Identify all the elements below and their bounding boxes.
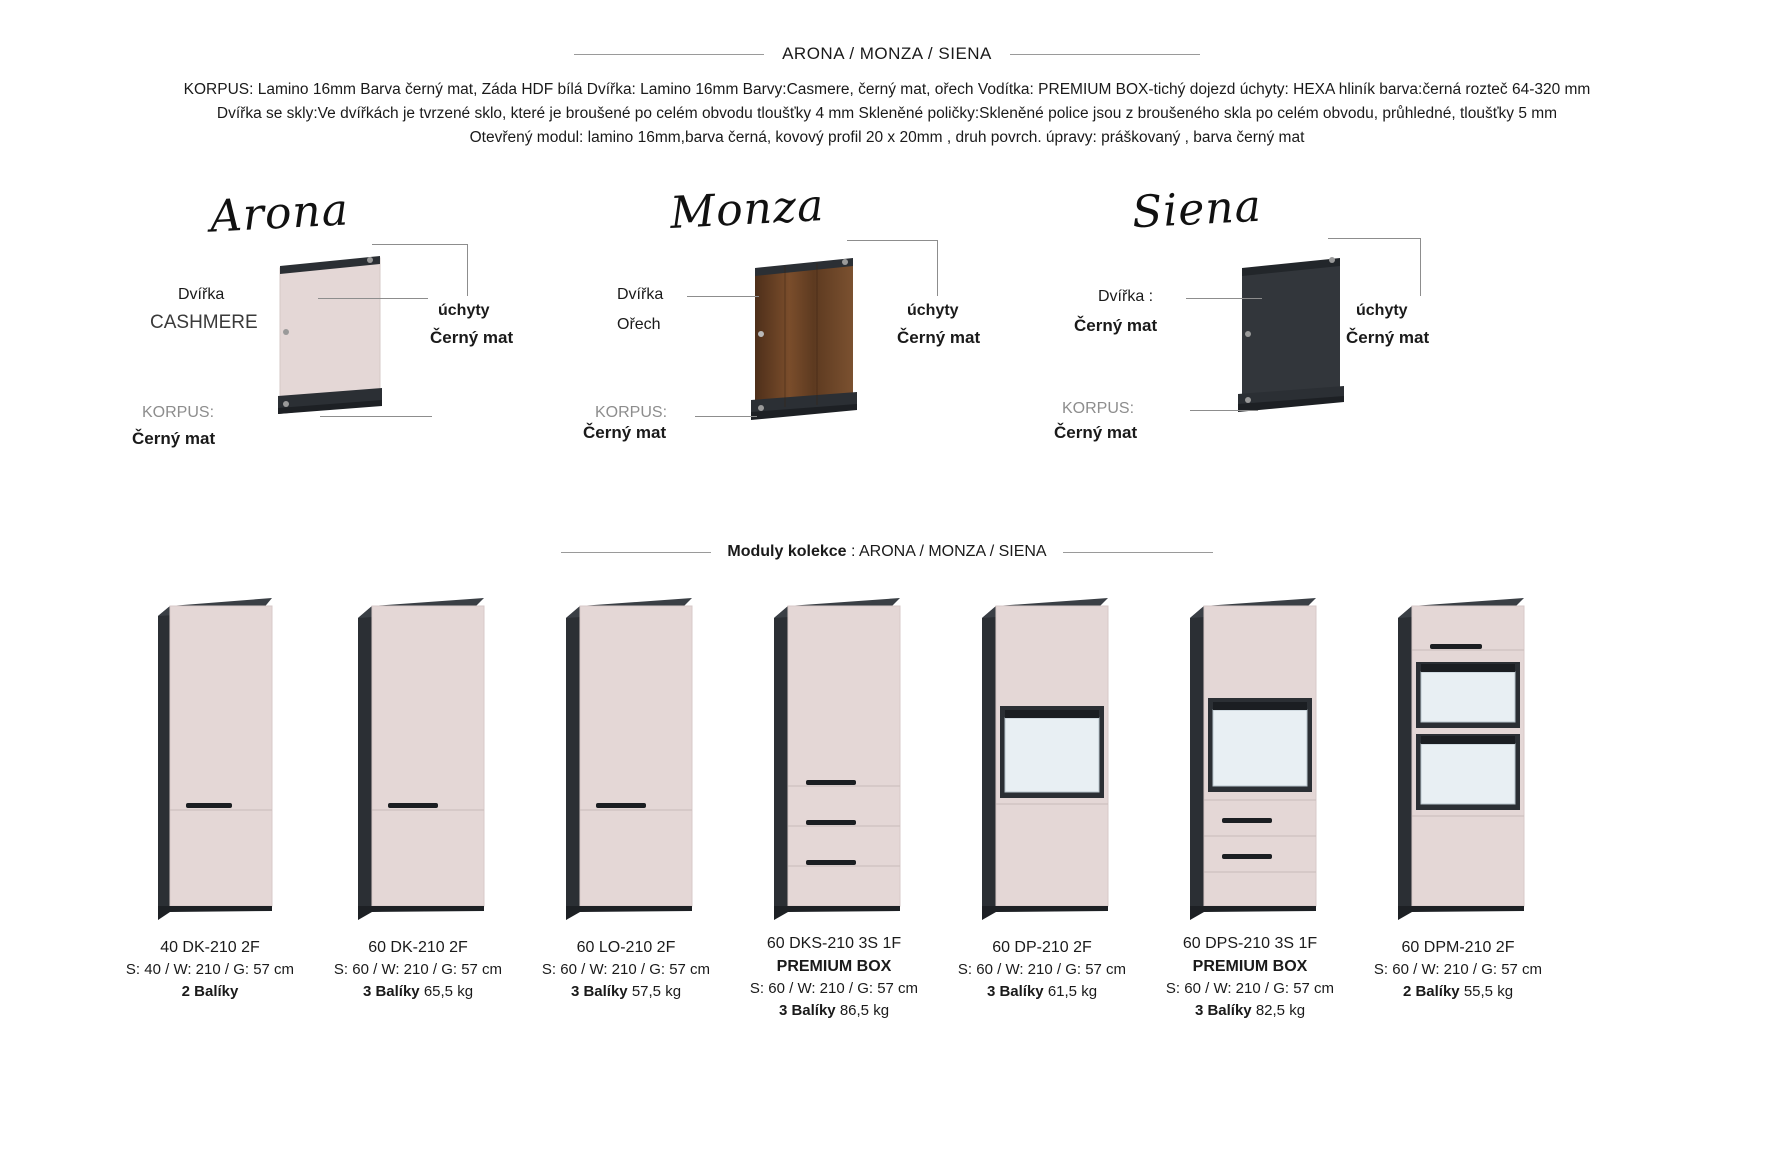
module-card[interactable] [1132,580,1368,1170]
arona-leader-handle-h [372,244,467,245]
arona-corpus-value: Černý mat [132,429,216,448]
module-dims: S: 60 / W: 210 / G: 57 cm [333,961,503,979]
module-weight: 65,5 kg [423,982,474,1000]
finish-siena [1040,178,1560,478]
module-dims: S: 60 / W: 210 / G: 57 cm [749,980,919,998]
module-code-secondary: PREMIUM BOX [776,958,892,976]
module-code: 60 DPM-210 2F [1401,939,1515,956]
module-code: 60 DKS-210 3S 1F [766,935,902,952]
monza-handle-label: úchyty [907,302,959,319]
arona-door-label: Dvířka [178,286,225,303]
siena-corpus-value: Černý mat [1054,423,1138,442]
finish-arona [90,178,610,478]
module-packs: 2 Balíky [1402,982,1460,1000]
module-weight: 57,5 kg [631,982,682,1000]
module-code: 60 DK-210 2F [368,939,468,956]
module-weight: 82,5 kg [1255,1002,1306,1020]
monza-leader-handle-v [937,240,938,296]
module-dims: S: 40 / W: 210 / G: 57 cm [125,961,295,979]
modules-rule-right [1063,552,1213,553]
spec-line-2: Dvířka se skly:Ve dvířkách je tvrzené sklo, které je broušené po celém obvodu tloušťky 4 mm Skleněné poličky:Skleněné police jsou z broušeného skla po celém obvodu, průhledné, tloušťky 5 mm [216,105,1558,123]
siena-leader-door [1186,298,1262,299]
module-illustration-60-dps-210 [1160,588,1340,928]
monza-door-label: Dvířka [617,286,664,303]
finish-name-siena: Siena [1130,180,1264,239]
module-dims: S: 60 / W: 210 / G: 57 cm [541,961,711,979]
siena-handle-value: Černý mat [1346,328,1430,347]
module-illustration-60-dp-210 [952,588,1132,928]
arona-door-value: CASHMERE [150,312,258,333]
arona-door-illustration [250,256,550,456]
module-card[interactable] [300,580,536,1170]
module-code: 60 DP-210 2F [992,939,1092,956]
module-packs: 2 Balíky [181,982,239,1000]
module-illustration-60-lo-210 [536,588,716,928]
module-caption [924,936,1160,1003]
module-packs: 3 Balíky [986,982,1044,1000]
module-caption [1132,932,1368,1022]
page-title: ARONA / MONZA / SIENA [782,44,992,63]
module-card[interactable] [508,580,744,1170]
monza-corpus-value: Černý mat [583,423,667,442]
siena-door-label: Dvířka : [1098,288,1154,305]
module-code: 40 DK-210 2F [160,939,260,956]
finish-name-monza: Monza [668,179,826,240]
siena-leader-corpus [1190,410,1258,411]
arona-corpus-label: KORPUS: [142,404,215,421]
siena-door-value: Černý mat [1074,316,1158,335]
header-rule-right [1010,54,1200,55]
module-dims: S: 60 / W: 210 / G: 57 cm [957,961,1127,979]
module-caption [1340,936,1576,1003]
siena-handle-label: úchyty [1356,302,1408,319]
arona-leader-door [318,298,428,299]
module-code-secondary: PREMIUM BOX [1192,958,1308,976]
module-packs: 3 Balíky [778,1002,836,1020]
monza-door-illustration [725,256,1025,466]
modules-row [0,580,1774,1170]
module-illustration-60-dpm-210 [1368,588,1548,928]
specification-block [0,78,1774,150]
monza-leader-handle-h [847,240,937,241]
modules-title-row [0,543,1774,561]
header-title-row [0,44,1774,64]
arona-handle-label: úchyty [438,302,490,319]
siena-door-illustration [1192,254,1492,464]
monza-handle-value: Černý mat [897,328,981,347]
modules-title-bold: Moduly kolekce [727,543,847,560]
module-code: 60 DPS-210 3S 1F [1182,935,1318,952]
monza-door-value: Ořech [617,316,661,333]
module-illustration-40-dk-210 [120,588,300,928]
spec-line-3: Otevřený modul: lamino 16mm,barva černá, kovový profil 20 x 20mm , druh povrch. úpravy: práškovaný , barva černý mat [469,129,1305,147]
module-packs: 3 Balíky [362,982,420,1000]
module-weight: 61,5 kg [1047,982,1098,1000]
module-dims: S: 60 / W: 210 / G: 57 cm [1165,980,1335,998]
module-card[interactable] [716,580,952,1170]
arona-leader-handle-v [467,244,468,296]
module-card[interactable] [92,580,328,1170]
siena-corpus-label: KORPUS: [1062,400,1135,417]
module-card[interactable] [924,580,1160,1170]
module-caption [92,936,328,1003]
module-packs: 3 Balíky [570,982,628,1000]
module-weight: 55,5 kg [1463,982,1514,1000]
module-caption [716,932,952,1022]
arona-handle-value: Černý mat [430,328,514,347]
siena-leader-handle-v [1420,238,1421,296]
finish-panels [0,178,1774,478]
monza-leader-corpus [695,416,757,417]
monza-leader-door [687,296,759,297]
module-card[interactable] [1340,580,1576,1170]
spec-line-1: KORPUS: Lamino 16mm Barva černý mat, Záda HDF bílá Dvířka: Lamino 16mm Barvy:Casmere, černý mat, ořech Vodítka: PREMIUM BOX-tichý dojezd úchyty: HEXA hliník barva:černá rozteč 64-320 mm [183,81,1591,98]
header-rule-left [574,54,764,55]
modules-rule-left [561,552,711,553]
module-caption [300,936,536,1003]
module-illustration-60-dks-210 [744,588,924,928]
monza-corpus-label: KORPUS: [595,404,668,421]
module-dims: S: 60 / W: 210 / G: 57 cm [1373,961,1543,979]
module-packs: 3 Balíky [1194,1002,1252,1020]
siena-leader-handle-h [1328,238,1420,239]
modules-title [711,543,1062,561]
arona-leader-corpus [320,416,432,417]
module-illustration-60-dk-210 [328,588,508,928]
module-caption [508,936,744,1003]
modules-title-rest: : ARONA / MONZA / SIENA [846,543,1047,560]
finish-name-arona: Arona [208,184,351,243]
module-code: 60 LO-210 2F [576,939,676,956]
module-weight: 86,5 kg [839,1002,890,1020]
finish-monza [575,178,1095,478]
